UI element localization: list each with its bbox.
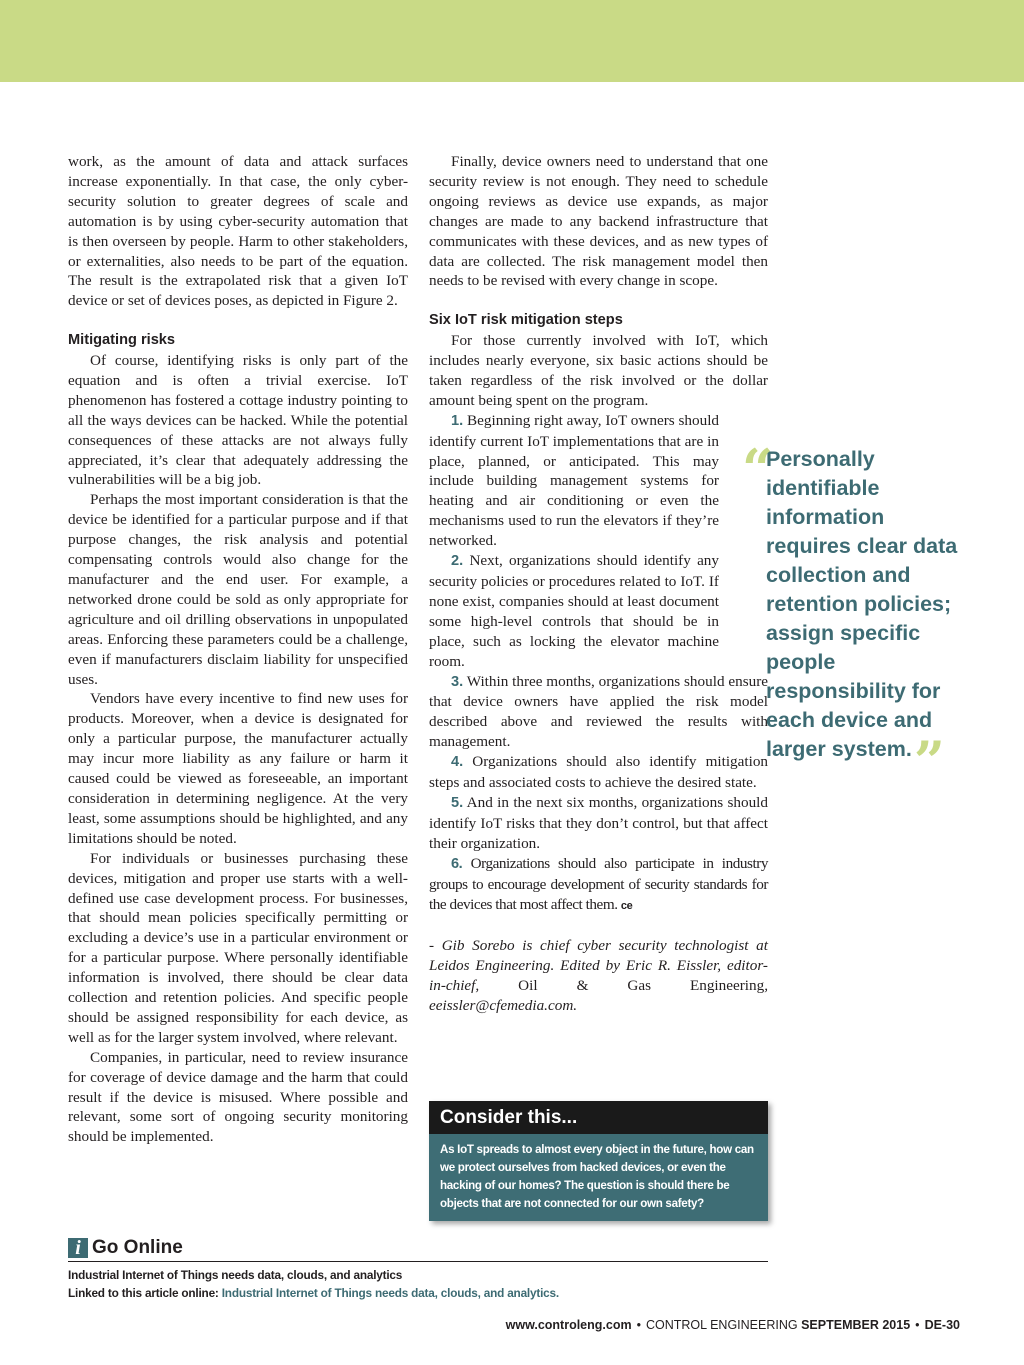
left-column	[68, 152, 408, 1147]
open-quote-icon: “	[742, 437, 774, 501]
consider-this-body: As IoT spreads to almost every object in the future, how can we protect ourselves from hacked devices, or even the hacking of our homes? The question is should there be objects that are not connected for our own safety?	[429, 1134, 768, 1221]
step-number: 3.	[451, 673, 464, 690]
footer-issue: SEPTEMBER 2015	[801, 1318, 911, 1332]
step-5	[429, 793, 768, 854]
step-6	[429, 854, 768, 917]
left-paragraph-3: Perhaps the most important consideration is that the device be identified for a particular purpose and if that purpose changes, the risk analysis and potential compensating controls would also change for the manufacturer and the end user. For example, a networked drone could be sold as only appropriate for agriculture and oil drilling observations in unpopulated areas. Enforcing these parameters could be a challenge, even if manufacturers disclaim liability for unspecified uses.	[68, 491, 408, 688]
footer-separator: •	[636, 1318, 641, 1332]
step-number: 2.	[451, 553, 464, 570]
mitigating-risks-heading: Mitigating risks	[68, 332, 176, 349]
step-number: 4.	[451, 754, 464, 771]
six-steps-heading: Six IoT risk mitigation steps	[429, 312, 623, 329]
left-paragraph-4: Vendors have every incentive to find new uses for products. Moreover, when a device is designated for only a particular purpose, the manufacturer actually may incur more liability as any failure or harm it caused could be viewed as foreseeable, an important consideration in determining negligence. At the very least, some assumptions should be highlighted, and any limitations should be noted.	[68, 690, 408, 847]
step-text: Organizations should also identify mitigation steps and associated costs to achieve the desired state.	[429, 753, 769, 792]
consider-this-box	[429, 1101, 768, 1221]
byline-publication: Oil & Gas Engineering	[518, 977, 765, 995]
end-mark: ce	[620, 899, 633, 912]
byline-text: - Gib Sorebo is chief cyber security technologist at Leidos Engineering. Edited by Eric R. Eissler, editor-in-chief,	[429, 937, 768, 995]
go-online-section	[68, 1236, 768, 1302]
left-paragraph-2: Of course, identifying risks is only part of the equation and is often a trivial exercise. IoT phenomenon has fostered a cottage industry pointing to all the ways devices can be hacked. While the potential consequences of these attacks are not always fully appreciated, it’s clear that adequately addressing the vulnerabilities will be a big job.	[68, 352, 408, 489]
left-paragraph-5: For individuals or businesses purchasing these devices, mitigation and proper use starts with a well-defined use case development process. For businesses, that should mean policies specifically permitting or excluding a device’s use in a particular environment or for a particular purpose. Where personally identifiable information is involved, there should be clear data collection and retention policies. And specific people should be assigned responsibility for each device, as well as for the larger system involved, where relevant.	[68, 849, 408, 1046]
steps-intro: For those currently involved with IoT, which includes nearly everyone, six basic actions should be taken regardless of the risk involved or the dollar amount being spent on the program.	[429, 332, 768, 409]
page-footer	[506, 1318, 960, 1332]
go-online-related-title: Industrial Internet of Things needs data, clouds, and analytics	[68, 1268, 403, 1282]
step-text: Within three months, organizations should ensure that device owners have applied the risk model described above and reviewed the results with management.	[429, 672, 768, 751]
step-text: And in the next six months, organizations should identify IoT risks that they don’t control, but that affect their organization.	[429, 793, 768, 852]
info-icon: i	[68, 1238, 88, 1258]
go-online-link-label: Linked to this article online:	[68, 1286, 222, 1300]
step-number: 1.	[451, 412, 464, 429]
top-color-band	[0, 0, 1024, 82]
footer-magazine: CONTROL ENGINEERING	[645, 1318, 798, 1332]
go-online-title: Go Online	[92, 1236, 183, 1258]
pull-quote-text: Personally identifiable information requires clear data collection and retention policies; assign specific people responsibility for each device and larger system.	[766, 447, 958, 761]
step-text: Organizations should also participate in industry groups to encourage development of security standards for the devices that most affect them.	[429, 854, 768, 913]
footer-separator: •	[915, 1318, 920, 1332]
consider-this-title: Consider this...	[429, 1101, 768, 1134]
step-2	[429, 551, 719, 671]
step-text: Next, organizations should identify any security policies or procedures related to IoT. If none exist, companies should at least document some high-level controls that should be in place, such as locking the elevator machine room.	[429, 552, 719, 670]
step-number: 6.	[451, 855, 463, 872]
footer-url[interactable]: www.controleng.com	[505, 1318, 632, 1332]
pull-quote	[742, 437, 966, 793]
close-quote-icon: ”	[913, 729, 945, 793]
go-online-article-link[interactable]: Industrial Internet of Things needs data, clouds, and analytics.	[221, 1286, 559, 1300]
step-4	[429, 752, 768, 793]
step-text: Beginning right away, IoT owners should identify current IoT implementations that are in place, planned, or anticipated. This may include building management systems for heating and air conditioning or even the mechanisms used to run the elevators if they’re networked.	[429, 411, 720, 550]
step-number: 5.	[451, 794, 464, 811]
byline-email: , eeissler@cfemedia.com.	[429, 977, 768, 1015]
left-paragraph-6: Companies, in particular, need to review insurance for coverage of device damage and the harm that could result if the device is misused. Where possible and relevant, some sort of ongoing security monitoring should be implemented.	[68, 1048, 408, 1146]
author-byline	[429, 936, 768, 1016]
step-3	[429, 672, 768, 753]
middle-paragraph-1: Finally, device owners need to understand that one security review is not enough. They need to schedule ongoing reviews as device use expands, as major changes are made to any backend infrastructure that communicates with these devices, and as new types of data are collected. The risk management model then needs to be revised with every change in scope.	[429, 153, 768, 290]
middle-column	[429, 152, 768, 1016]
go-online-link-line	[68, 1284, 768, 1302]
footer-page-number: DE-30	[924, 1318, 960, 1332]
step-1	[429, 411, 719, 551]
go-online-divider	[68, 1261, 768, 1262]
left-paragraph-1: work, as the amount of data and attack surfaces increase exponentially. In that case, the only cyber-security solution to greater degrees of scale and automation is by using cyber-security automation that is then overseen by people. Harm to other stakeholders, or externalities, also needs to be part of the equation. The result is the extrapolated risk that a given IoT device or set of devices poses, as depicted in Figure 2.	[68, 153, 408, 310]
